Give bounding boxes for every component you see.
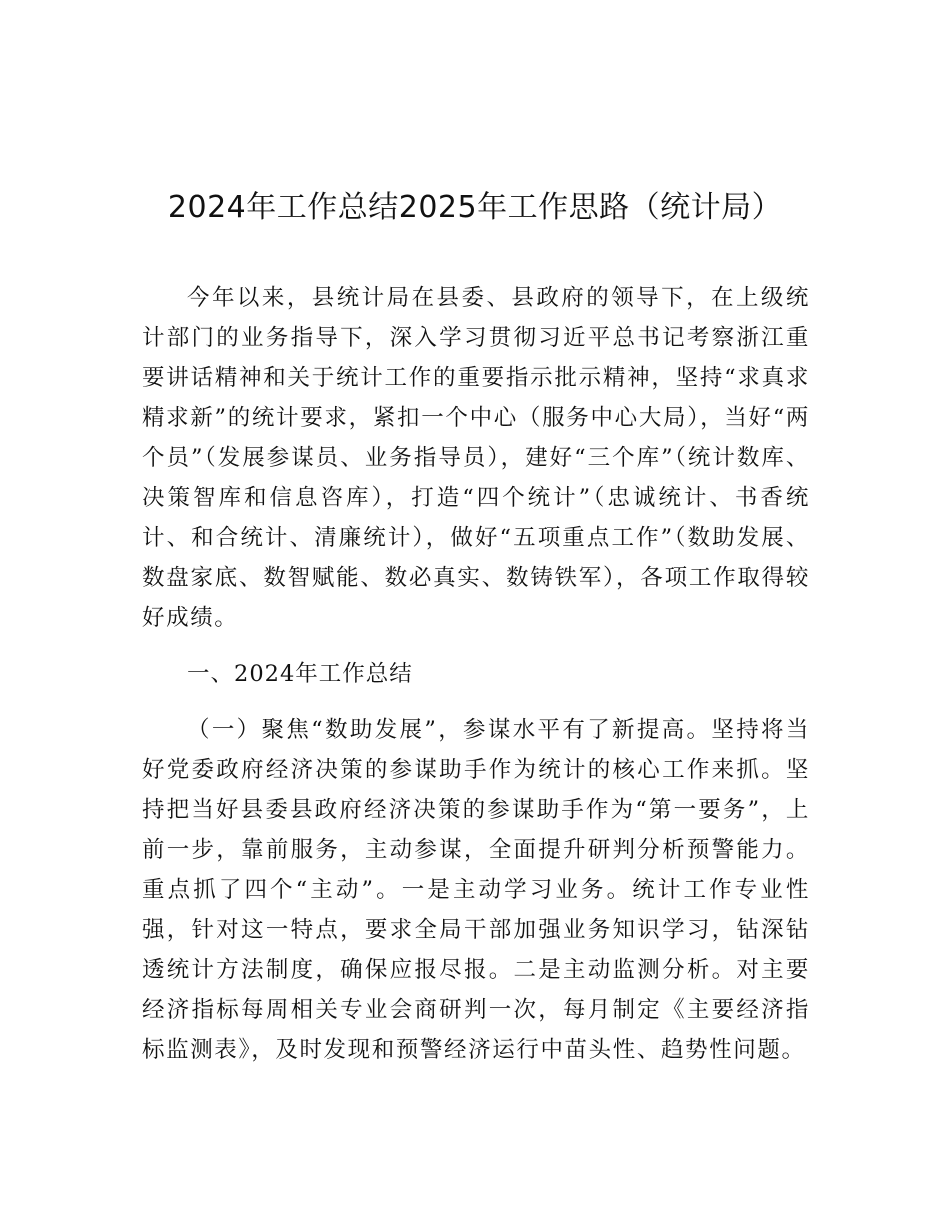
section-heading: 一、2024年工作总结	[187, 661, 413, 687]
intro-paragraph: 今年以来，县统计局在县委、县政府的领导下，在上级统计部门的业务指导下，深入学习贯彻习近平总书记考察浙江重要讲话精神和关于统计工作的重要指示批示精神，坚持“求真求精求新”的统计要求，紧扣一个中心（服务中心大局），当好“两个员”（发展参谋员、业务指导员），建好“三个库”（统计数库、决策智库和信息咨库），打造“四个统计”（忠诚统计、书香统计、和合统计、清廉统计），做好“五项重点工作”（数助发展、数盘家底、数智赋能、数必真实、数铸铁军），各项工作取得较好成绩。	[142, 285, 810, 631]
section-paragraph: （一）聚焦“数助发展”，参谋水平有了新提高。坚持将当好党委政府经济决策的参谋助手作为统计的核心工作来抓。坚持把当好县委县政府经济决策的参谋助手作为“第一要务”，上前一步，靠前服务，主动参谋，全面提升研判分析预警能力。重点抓了四个“主动”。一是主动学习业务。统计工作专业性强，针对这一特点，要求全局干部加强业务知识学习，钻深钻透统计方法制度，确保应报尽报。二是主动监测分析。对主要经济指标每周相关专业会商研判一次，每月制定《主要经济指标监测表》，及时发现和预警经济运行中苗头性、趋势性问题。	[142, 717, 810, 1063]
document-body	[142, 278, 810, 1070]
document-title: 2024年工作总结2025年工作思路（统计局）	[167, 190, 783, 226]
